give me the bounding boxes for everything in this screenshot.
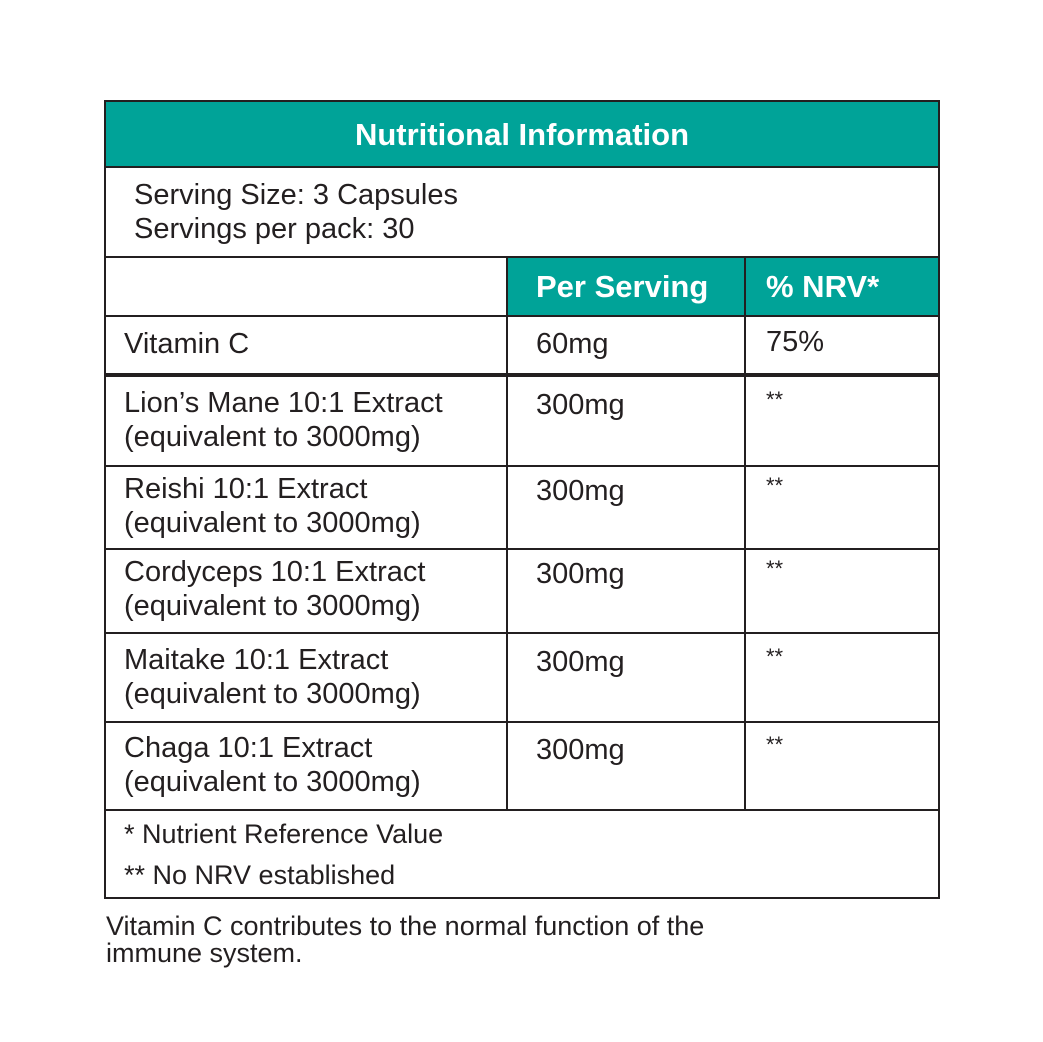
divider-line <box>106 256 938 258</box>
nutrient-amount: 300mg <box>536 389 625 421</box>
nutrient-nrv: ** <box>766 556 784 581</box>
nutrient-nrv: 75% <box>766 326 825 358</box>
divider-line <box>106 809 938 811</box>
nutrient-name: Cordyceps 10:1 Extract <box>124 556 426 588</box>
nutrient-nrv: ** <box>766 473 784 498</box>
serving-info <box>134 178 458 246</box>
claim-line: Vitamin C contributes to the normal function of the <box>106 911 705 941</box>
column-header-nrv: % NRV* <box>746 258 938 316</box>
nutrient-name: Lion’s Mane 10:1 Extract <box>124 387 443 419</box>
nutrient-equivalent: (equivalent to 3000mg) <box>124 678 421 710</box>
serving-size: Serving Size: 3 Capsules <box>134 179 458 211</box>
column-divider <box>506 258 508 811</box>
panel-title: Nutritional Information <box>106 102 938 168</box>
note-nrv: * Nutrient Reference Value <box>124 819 444 849</box>
nutrition-panel <box>104 100 940 899</box>
nutrient-name: Vitamin C <box>124 328 250 360</box>
divider-line <box>106 632 938 634</box>
divider-line <box>106 548 938 550</box>
divider-line <box>106 721 938 723</box>
servings-per-pack: Servings per pack: 30 <box>134 213 415 245</box>
nutrient-equivalent: (equivalent to 3000mg) <box>124 507 421 539</box>
nutrient-name: Chaga 10:1 Extract <box>124 732 373 764</box>
nutrient-equivalent: (equivalent to 3000mg) <box>124 590 421 622</box>
nutrient-equivalent: (equivalent to 3000mg) <box>124 421 421 453</box>
divider-line-thick <box>106 373 938 377</box>
column-divider <box>744 258 746 811</box>
column-header-per-serving: Per Serving <box>508 258 744 316</box>
nutrient-name: Maitake 10:1 Extract <box>124 644 389 676</box>
note-no-nrv: ** No NRV established <box>124 860 396 890</box>
nutrient-nrv: ** <box>766 644 784 669</box>
nutrient-amount: 300mg <box>536 646 625 678</box>
nutrient-equivalent: (equivalent to 3000mg) <box>124 766 421 798</box>
claim-line: immune system. <box>106 938 303 968</box>
nutrient-name: Reishi 10:1 Extract <box>124 473 368 505</box>
nutrient-amount: 300mg <box>536 734 625 766</box>
nutrient-amount: 300mg <box>536 558 625 590</box>
nutrient-amount: 60mg <box>536 328 609 360</box>
nutrient-nrv: ** <box>766 732 784 757</box>
vitamin-c-claim <box>106 913 826 967</box>
nutrient-nrv: ** <box>766 387 784 412</box>
divider-line <box>106 465 938 467</box>
divider-line <box>106 315 938 317</box>
nutrient-amount: 300mg <box>536 475 625 507</box>
